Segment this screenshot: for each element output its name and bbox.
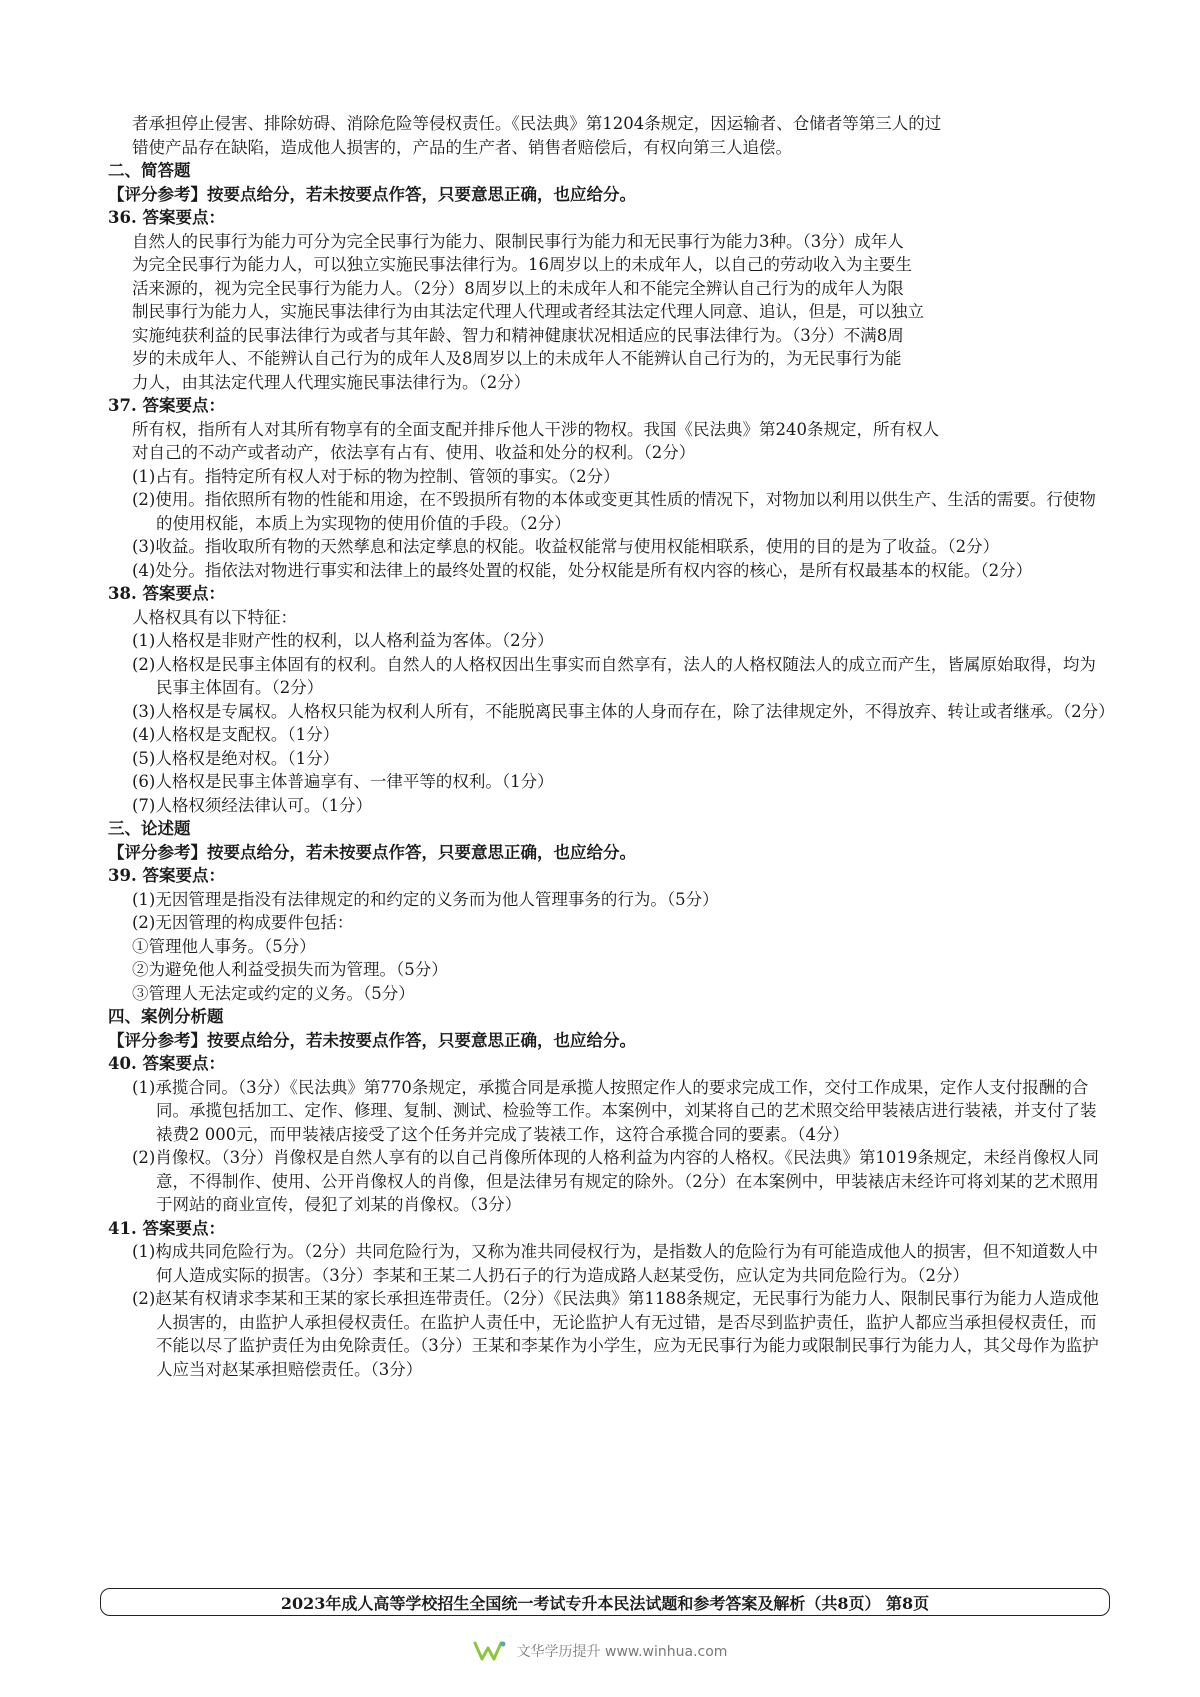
paragraph-line: (6)人格权是民事主体普遍享有、一律平等的权利。（1分） — [132, 772, 554, 791]
paragraph-line: (5)人格权是绝对权。（1分） — [132, 748, 340, 768]
paragraph-line: 对自己的不动产或者动产，依法享有占有、使用、收益和处分的权利。（2分） — [132, 443, 696, 462]
paragraph-line: 所有权，指所有人对其所有物享有的全面支配并排斥他人干涉的物权。我国《民法典》第240条规定，所有权人 — [132, 419, 939, 439]
paragraph-line: (3)人格权是专属权。人格权只能为权利人所有，不能脱离民事主体的人身而存在，除了法律规定外，不得放弃、转让或者继承。（2分） — [132, 701, 1115, 721]
paragraph-line: ①管理他人事务。（5分） — [132, 936, 316, 956]
section-heading: 【评分参考】按要点给分，若未按要点作答，只要意思正确，也应给分。 — [108, 842, 636, 862]
paragraph-line: 人格权具有以下特征： — [132, 607, 297, 627]
section-heading: 三、论述题 — [108, 819, 191, 838]
section-heading: 41. 答案要点： — [108, 1218, 225, 1238]
paragraph-line: (2)使用。指依照所有物的性能和用途，在不毁损所有物的本体或变更其性质的情况下，对物加以利用以供生产、生活的需要。行使物的使用权能，本质上为实现物的使用价值的手段。（2分） — [132, 490, 1096, 533]
section-heading: 四、案例分析题 — [108, 1007, 224, 1026]
paragraph-line: ③管理人无法定或约定的义务。（5分） — [132, 983, 415, 1003]
paragraph-line: (2)肖像权。（3分）肖像权是自然人享有的以自己肖像所体现的人格利益为内容的人格权。《民法典》第1019条规定，未经肖像权人同意，不得制作、使用、公开肖像权人的肖像，但是法律另有规定的除外。（2分）在本案例中，甲装裱店未经许可将刘某的艺术照用于网站的商业宣传，侵犯了刘某的肖像权。（3分） — [132, 1148, 1099, 1214]
footer-text: 2023年成人高等学校招生全国统一考试专升本民法试题和参考答案及解析（共8页） 第8页 — [280, 1593, 930, 1613]
document-body — [108, 112, 1115, 1381]
paragraph-line: (7)人格权须经法律认可。（1分） — [132, 795, 373, 815]
section-heading: 38. 答案要点： — [108, 584, 225, 603]
watermark — [0, 1640, 1200, 1662]
winhua-logo-icon — [473, 1640, 507, 1662]
paragraph-line: (2)无因管理的构成要件包括： — [132, 913, 354, 932]
paragraph-line: (1)构成共同危险行为。（2分）共同危险行为，又称为准共同侵权行为，是指数人的危险行为有可能造成他人的损害，但不知道数人中何人造成实际的损害。（3分）李某和王某二人扔石子的行为造成路人赵某受伤，应认定为共同危险行为。（2分） — [132, 1242, 1099, 1285]
paragraph-line: (2)人格权是民事主体固有的权利。自然人的人格权因出生事实而自然享有，法人的人格权随法人的成立而产生，皆属原始取得，均为民事主体固有。（2分） — [132, 654, 1096, 697]
paragraph-line: (4)人格权是支配权。（1分） — [132, 725, 340, 744]
paragraph-line: 错使产品存在缺陷，造成他人损害的，产品的生产者、销售者赔偿后，有权向第三人追偿。 — [132, 137, 792, 157]
paragraph-line: 制民事行为能力人，实施民事法律行为由其法定代理人代理或者经其法定代理人同意、追认，但是，可以独立 — [132, 302, 924, 321]
section-heading: 39. 答案要点： — [108, 866, 225, 885]
paragraph-line: (1)人格权是非财产性的权利，以人格利益为客体。（2分） — [132, 631, 554, 650]
paragraph-line: 实施纯获利益的民事法律行为或者与其年龄、智力和精神健康状况相适应的民事法律行为。（3分）不满8周 — [132, 325, 904, 345]
section-heading: 36. 答案要点： — [108, 208, 225, 227]
paragraph-line: (3)收益。指收取所有物的天然孳息和法定孳息的权能。收益权能常与使用权能相联系，使用的目的是为了收益。（2分） — [132, 537, 1000, 556]
watermark-text: 文华学历提升 www.winhua.com — [516, 1644, 728, 1660]
paragraph-line: (1)无因管理是指没有法律规定的和约定的义务而为他人管理事务的行为。（5分） — [132, 889, 719, 909]
section-heading: 37. 答案要点： — [108, 396, 225, 415]
paragraph-line: 岁的未成年人、不能辨认自己行为的成年人及8周岁以上的未成年人不能辨认自己行为的，为无民事行为能 — [132, 349, 902, 368]
section-heading: 【评分参考】按要点给分，若未按要点作答，只要意思正确，也应给分。 — [108, 1030, 636, 1050]
paragraph-line: 者承担停止侵害、排除妨碍、消除危险等侵权责任。《民法典》第1204条规定，因运输者、仓储者等第三人的过 — [132, 114, 942, 133]
paragraph-line: (1)承揽合同。（3分）《民法典》第770条规定，承揽合同是承揽人按照定作人的要求完成工作，交付工作成果，定作人支付报酬的合同。承揽包括加工、定作、修理、复制、测试、检验等工作。本案例中，刘某将自己的艺术照交给甲装裱店进行装裱，并支付了装裱费2 000元，而甲装裱店接受了这个任务并完成了装裱工作，这符合承揽合同的要素。（4分） — [132, 1077, 1097, 1144]
paragraph-line: 力人，由其法定代理人代理实施民事法律行为。（2分） — [132, 372, 531, 392]
paragraph-line: 活来源的，视为完全民事行为能力人。（2分）8周岁以上的未成年人和不能完全辨认自己行为的成年人为限 — [132, 278, 904, 298]
paragraph-line: (4)处分。指依法对物进行事实和法律上的最终处置的权能，处分权能是所有权内容的核心，是所有权最基本的权能。（2分） — [132, 560, 1033, 580]
paragraph-line: (2)赵某有权请求李某和王某的家长承担连带责任。（2分）《民法典》第1188条规定，无民事行为能力人、限制民事行为能力人造成他人损害的，由监护人承担侵权责任。在监护人责任中，无论监护人有无过错，是否尽到监护责任，监护人都应当承担侵权责任，而不能以尽了监护责任为由免除责任。（3分）王某和李某作为小学生，应为无民事行为能力或限制民事行为能力人，其父母作为监护人应当对赵某承担赔偿责任。（3分） — [132, 1289, 1099, 1379]
section-heading: 【评分参考】按要点给分，若未按要点作答，只要意思正确，也应给分。 — [108, 184, 636, 204]
page-footer — [100, 1588, 1110, 1616]
paragraph-line: ②为避免他人利益受损失而为管理。（5分） — [132, 960, 448, 979]
section-heading: 二、简答题 — [108, 161, 191, 180]
paragraph-line: 为完全民事行为能力人，可以独立实施民事法律行为。16周岁以上的未成年人，以自己的劳动收入为主要生 — [132, 255, 912, 274]
paragraph-line: 自然人的民事行为能力可分为完全民事行为能力、限制民事行为能力和无民事行为能力3种。（3分）成年人 — [132, 231, 904, 251]
section-heading: 40. 答案要点： — [108, 1054, 225, 1073]
paragraph-line: (1)占有。指特定所有权人对于标的物为控制、管领的事实。（2分） — [132, 466, 620, 486]
